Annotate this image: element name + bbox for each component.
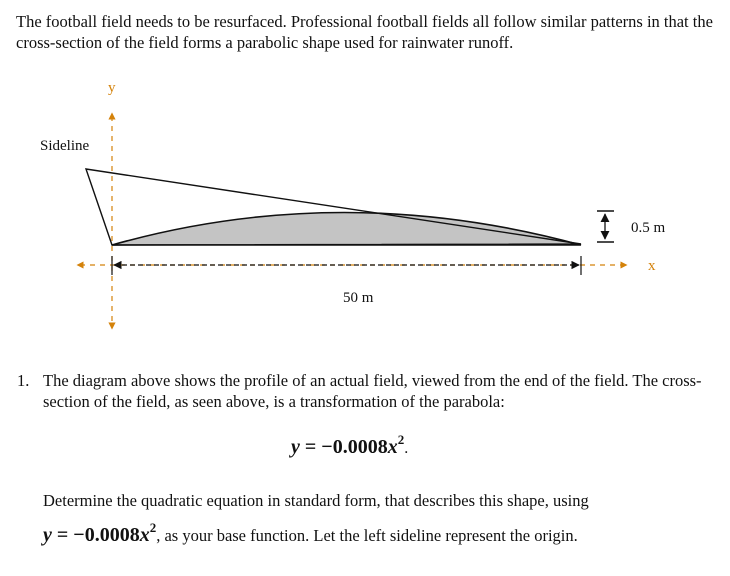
sideline-label: Sideline [40,138,90,154]
equation-variable: x [387,436,398,458]
question-number: 1. [17,371,30,390]
base-lhs: y [43,524,52,546]
x-axis-label: x [648,258,656,274]
width-label: 50 m [343,290,374,306]
instruction-text: Determine the quadratic equation in standard form, that describes this shape, using [43,491,589,510]
field-cross-section [112,213,581,246]
transformation-equation [291,432,408,459]
base-function-line [43,520,723,547]
intro-paragraph: The football field needs to be resurfaced. Professional football fields all follow similar patterns in that the cross-section of the field forms a parabolic shape used for rainwater runoff. [16,12,713,52]
equation-exponent: 2 [397,432,405,447]
equation-coefficient: −0.0008 [321,436,388,458]
question-text: The diagram above shows the profile of an actual field, viewed from the end of the field. The cross-section of the field, as seen above, is a transformation of the parabola: [43,371,702,411]
equation-period: . [404,440,409,457]
base-variable: x [139,524,150,546]
equation-lhs: y [291,436,300,458]
y-axis-label: y [108,80,116,96]
base-exponent: 2 [149,520,157,535]
base-function-suffix: , as your base function. Let the left sideline represent the origin. [156,526,578,545]
base-coefficient: −0.0008 [73,524,140,546]
height-label: 0.5 m [631,220,666,236]
base-function-equation [43,520,157,546]
base-equals: = [51,524,74,546]
equation-equals: = [299,436,322,458]
